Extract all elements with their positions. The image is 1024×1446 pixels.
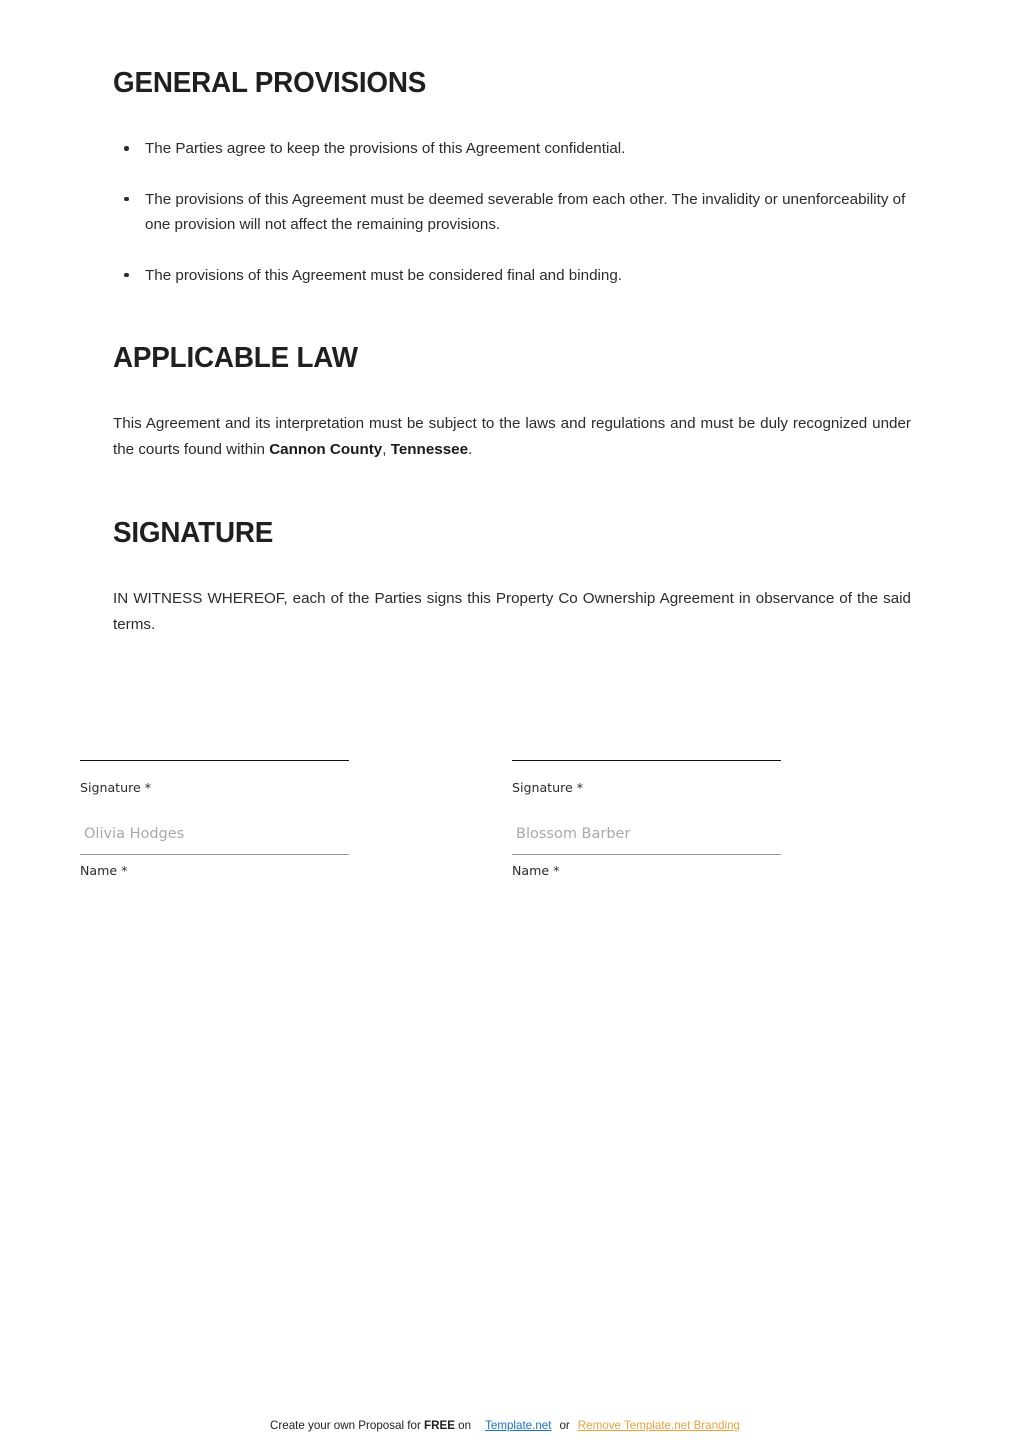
list-item xyxy=(113,136,913,162)
page-footer xyxy=(0,1418,1024,1434)
paragraph-lead-text: This Agreement and its interpretation must be subject to the laws and regulations and must be duly recognized under the courts found within xyxy=(113,415,911,458)
footer-on-text: on xyxy=(454,1419,472,1432)
name-input-placeholder: Blossom Barber xyxy=(516,826,631,842)
name-input-field[interactable] xyxy=(80,824,349,855)
list-item-text: The provisions of this Agreement must be considered final and binding. xyxy=(145,266,622,284)
name-input-underline xyxy=(512,854,781,855)
paragraph-tail-text: . xyxy=(468,440,473,458)
jurisdiction-separator: , xyxy=(382,440,391,458)
signature-line[interactable] xyxy=(512,760,781,761)
list-item-text: The Parties agree to keep the provisions of this Agreement confidential. xyxy=(145,140,626,157)
footer-free-emphasis: FREE xyxy=(424,1419,455,1432)
name-input-underline xyxy=(80,854,349,855)
name-field-label: Name * xyxy=(512,863,560,878)
footer-content xyxy=(270,1418,754,1434)
signature-field-label: Signature * xyxy=(80,780,152,795)
section-heading-applicable-law: APPLICABLE LAW xyxy=(113,342,358,374)
bullet-dot-icon xyxy=(124,197,129,202)
section-heading-general-provisions: GENERAL PROVISIONS xyxy=(113,67,427,99)
list-item-text: The provisions of this Agreement must be deemed severable from each other. The invalidity or unenforceability of one provision will not affect the remaining provisions. xyxy=(145,190,906,233)
signature-block-party-two xyxy=(512,760,782,879)
footer-link-remove-branding[interactable]: Remove Template.net Branding xyxy=(577,1419,740,1432)
applicable-law-paragraph xyxy=(113,411,911,462)
bullet-dot-icon xyxy=(124,146,129,151)
signature-field-label: Signature * xyxy=(512,780,584,795)
signature-paragraph: IN WITNESS WHEREOF, each of the Parties signs this Property Co Ownership Agreement in observance of the said terms. xyxy=(113,590,911,633)
general-provisions-list xyxy=(113,136,913,288)
signature-line[interactable] xyxy=(80,760,349,761)
footer-link-template-net[interactable]: Template.net xyxy=(485,1419,552,1432)
signature-block-party-one xyxy=(80,760,350,879)
name-input-placeholder: Olivia Hodges xyxy=(84,826,185,842)
name-input-field[interactable] xyxy=(512,824,781,855)
name-field-label: Name * xyxy=(80,863,128,878)
list-item xyxy=(113,187,913,238)
bullet-dot-icon xyxy=(124,273,129,278)
section-heading-signature: SIGNATURE xyxy=(113,517,274,549)
jurisdiction-state: Tennessee xyxy=(390,440,469,458)
footer-or-text: or xyxy=(559,1419,570,1432)
jurisdiction-county: Cannon County xyxy=(269,440,383,458)
list-item xyxy=(113,263,913,289)
footer-lead-text: Create your own Proposal for xyxy=(270,1419,425,1432)
